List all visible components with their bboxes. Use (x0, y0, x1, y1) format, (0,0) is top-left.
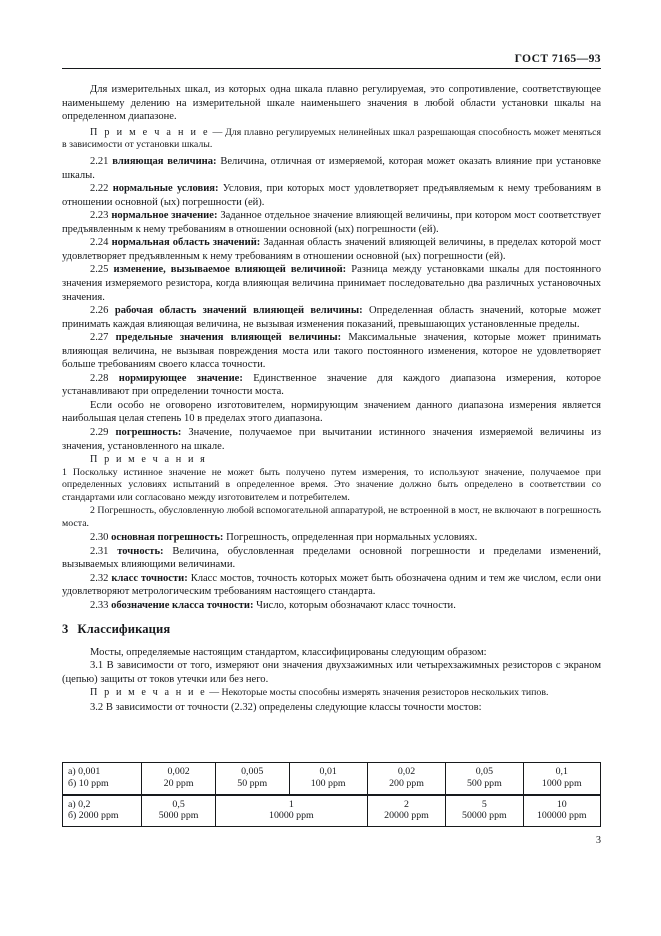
cell-value-b: 20 ppm (163, 777, 194, 789)
table-cell (63, 763, 142, 795)
table-cell (142, 763, 216, 795)
definition-text: Значение, получаемое при вычитании истинного значения измеряемой величины из значения, установленного на шкале. (62, 426, 601, 452)
cell-value-a: 0,005 (241, 766, 264, 777)
note-scales (62, 127, 601, 152)
definition-term: нормальные условия: (112, 183, 219, 195)
table-row (63, 763, 601, 795)
definition-text: Заданная область значений влияющей величины, в пределах которой мост удовлетворяет предъявленным к нему требованиям в отношении основной (ых) погрешности (ей). (62, 237, 601, 262)
definition-term: точность: (117, 545, 164, 557)
note-3-1 (62, 687, 601, 700)
definition-term: нормирующее значение: (118, 372, 243, 384)
paragraph-intro: Для измерительных шкал, из которых одна шкала плавно регулируемая, это сопротивление, соответствующее наименьшему делению на измерительной шкале наименьшего значения в любой области установки шкалы на определенном диапазоне. (62, 84, 601, 123)
notes-heading-2-29 (62, 454, 601, 467)
definition-2-21 (62, 155, 601, 182)
definition-number: 2.24 (90, 237, 109, 249)
item-number: 3.2 (90, 701, 104, 713)
definition-term: рабочая область значений влияющей величины: (114, 305, 363, 317)
cell-value-b: 50 ppm (237, 777, 268, 789)
definition-term: влияющая величина: (112, 156, 217, 168)
note-label: П р и м е ч а н и е (90, 126, 210, 138)
definition-term: обозначение класса точности: (111, 600, 254, 612)
cell-value-a: а) 0,001 (68, 766, 101, 777)
cell-value-a: 5 (481, 798, 487, 810)
cell-value-b: б) 10 ppm (68, 777, 109, 789)
cell-value-b: 10000 ppm (269, 810, 314, 822)
definition-text: Условия, при которых мост удовлетворяет предъявляемым к нему требованиям в отношении основной (ых) погрешности (ей). (62, 183, 601, 208)
definition-number: 2.28 (90, 372, 109, 384)
definition-term: предельные значения влияющей величины: (115, 332, 342, 344)
table-cell (215, 795, 367, 827)
cell-value-a: 0,05 (475, 766, 493, 777)
definition-text: Класс мостов, точность которых может быть обозначена одним и тем же числом, если они удовлетворяют метрологическим требованиям настоящего стандарта. (62, 572, 601, 598)
definition-2-24 (62, 236, 601, 263)
definition-number: 2.29 (90, 426, 109, 438)
item-3-1 (62, 659, 601, 686)
definition-2-29 (62, 426, 601, 453)
item-number: 3.1 (90, 660, 104, 672)
note-text: — Некоторые мосты способны измерять значения резисторов нескольких типов. (206, 687, 549, 699)
table-cell (289, 763, 367, 795)
cell-value-a: 0,01 (319, 766, 337, 777)
definition-text: Заданное отдельное значение влияющей величины, при котором мост соответствует предъявленным к нему требованиям в отношении основной (ых) погрешности (ей). (62, 210, 601, 235)
cell-value-a: 2 (404, 798, 409, 810)
definition-text: Разница между установками шкалы для постоянного значения измеряемого резистора, когда влияющая величина принимает последовательно два различных установочных значения. (62, 264, 601, 303)
definition-2-33 (62, 599, 601, 613)
definition-number: 2.30 (90, 532, 109, 544)
paragraph-2-28-extra: Если особо не оговорено изготовителем, нормирующим значением данного диапазона измерения является наибольшая целая степень 10 в пределах этого диапазона. (62, 399, 601, 425)
cell-value-b: 50000 ppm (462, 810, 507, 822)
definition-number: 2.21 (90, 156, 109, 168)
definition-text: Погрешность, определенная при нормальных условиях. (223, 532, 478, 544)
definition-number: 2.26 (90, 305, 109, 317)
definition-number: 2.25 (90, 264, 109, 276)
definition-text: Определенная область значений, которые может принимать каждая влияющая величина, не вызывая изменения показаний, превышающих установленные пределы. (62, 305, 602, 330)
definition-number: 2.22 (90, 183, 109, 195)
definition-text: Максимальные значения, которые может принимать влияющая величина, не вызывая повреждения моста или такого постоянного изменения, которое не удовлетворяет больше требованиям своего класса точности. (62, 332, 601, 371)
cell-value-b: 100000 ppm (536, 810, 587, 822)
section-number: 3 (62, 621, 69, 636)
definition-number: 2.33 (90, 600, 109, 612)
definition-2-32 (62, 572, 601, 599)
cell-value-a: 0,02 (397, 766, 416, 777)
note-1-2-29: 1 Поскольку истинное значение не может быть получено путем измерения, то используют значение, получаемое при определенных условиях испытаний в определенное время. Это значение должно быть определено в соответствии со стандартами или согласовано между изготовителем и потребителем. (62, 466, 601, 504)
table-cell (523, 795, 600, 827)
definition-text: Единственное значение для каждого диапазона измерения, которое устанавливают при определении точности моста. (62, 372, 601, 398)
item-text: В зависимости от того, измеряют они значения двухзажимных или четырехзажимных резисторов с экраном (цепью) защиты от токов утечки или без него. (62, 660, 601, 685)
cell-value-b: 100 ppm (310, 777, 346, 789)
definition-text: Число, которым обозначают класс точности. (253, 600, 456, 612)
item-text: В зависимости от точности (2.32) определены следующие классы точности мостов: (103, 701, 482, 713)
table-cell (523, 763, 600, 795)
definition-2-28 (62, 372, 601, 399)
cell-value-b: 200 ppm (389, 777, 424, 789)
item-3-2 (62, 701, 601, 715)
table-cell (367, 795, 445, 827)
cell-value-b: 500 ppm (466, 777, 502, 789)
header-rule (62, 68, 601, 69)
note-2-2-29: 2 Погрешность, обусловленную любой вспомогательной аппаратурой, не встроенной в мост, не включают в погрешность моста. (62, 504, 601, 529)
definition-number: 2.32 (90, 572, 109, 584)
cell-value-a: а) 0,2 (68, 798, 91, 810)
page-header (62, 52, 601, 69)
definition-text: Величина, обусловленная пределами основной погрешности и пределами изменений, вызываемых влияющими величинами. (62, 545, 601, 571)
table-cell (446, 795, 523, 827)
definition-term: изменение, вызываемое влияющей величиной: (113, 264, 347, 276)
cell-value-b: б) 2000 ppm (68, 810, 119, 822)
cell-value-a: 0,1 (555, 766, 568, 777)
definition-number: 2.23 (90, 210, 109, 222)
table-row (63, 795, 601, 827)
accuracy-class-table (62, 762, 601, 827)
cell-value-b: 5000 ppm (158, 810, 199, 822)
table-cell (215, 763, 289, 795)
table-cell (63, 795, 142, 827)
table-cell (367, 763, 445, 795)
notes-label: П р и м е ч а н и я (90, 454, 207, 466)
definition-term: нормальная область значений: (111, 237, 261, 249)
document-body (62, 83, 601, 714)
definition-2-22 (62, 182, 601, 209)
note-text: — Для плавно регулируемых нелинейных шкал разрешающая способность может меняться в зависимости от установки шкалы. (62, 126, 601, 151)
note-label: П р и м е ч а н и е (90, 687, 207, 699)
definition-2-26 (62, 304, 601, 331)
definition-text: Величина, отличная от измеряемой, которая может оказать влияние при установке шкалы. (62, 156, 601, 181)
standard-code: ГОСТ 7165—93 (514, 52, 601, 65)
section-3-intro: Мосты, определяемые настоящим стандартом, классифицированы следующим образом: (90, 646, 487, 658)
definition-term: нормальное значение: (111, 210, 218, 222)
definition-2-25 (62, 263, 601, 304)
definition-2-23 (62, 209, 601, 236)
definition-term: класс точности: (111, 572, 188, 584)
table-cell (142, 795, 216, 827)
section-title: Классификация (77, 621, 171, 636)
section-heading-3 (62, 622, 601, 637)
cell-value-a: 0,002 (167, 766, 190, 777)
table-cell (446, 763, 523, 795)
definition-2-27 (62, 331, 601, 372)
definition-term: погрешность: (115, 426, 182, 438)
definition-2-30 (62, 531, 601, 545)
cell-value-b: 20000 ppm (384, 810, 429, 822)
definition-number: 2.31 (90, 545, 109, 557)
cell-value-b: 1000 ppm (541, 777, 582, 789)
definition-term: основная погрешность: (111, 532, 224, 544)
definition-2-31 (62, 545, 601, 572)
cell-value-a: 1 (288, 798, 294, 810)
definition-number: 2.27 (90, 332, 109, 344)
page-number: 3 (595, 835, 601, 846)
cell-value-a: 10 (556, 798, 567, 810)
cell-value-a: 0,5 (172, 798, 185, 810)
